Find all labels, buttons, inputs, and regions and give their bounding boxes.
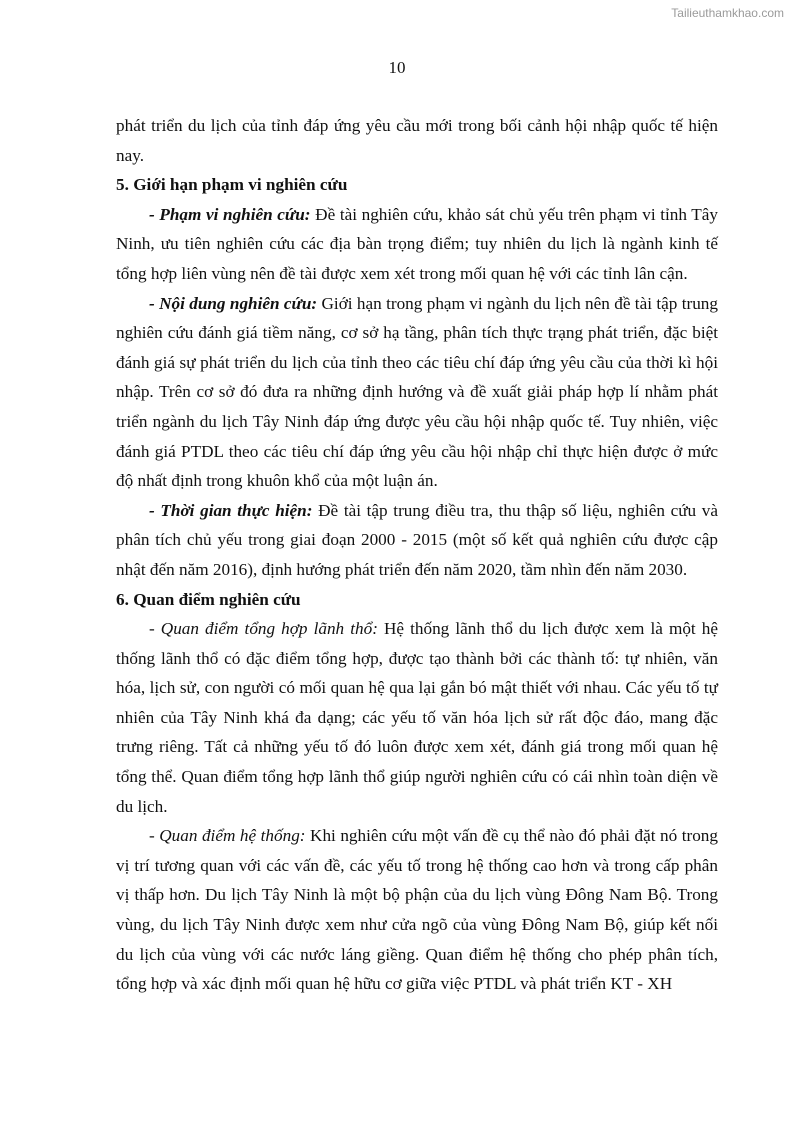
scope-paragraph xyxy=(116,200,718,289)
section-6-heading: 6. Quan điểm nghiên cứu xyxy=(116,589,301,609)
document-body xyxy=(116,111,718,999)
page-number: 10 xyxy=(388,58,406,77)
territorial-text: Hệ thống lãnh thổ du lịch được xem là một hệ thống lãnh thổ có đặc điểm tổng hợp, được tạo thành bởi các thành tố: tự nhiên, văn hóa, lịch sử, con người có mối quan hệ qua lại gắn bó mật thiết với nhau. Các yếu tố tự nhiên của Tây Ninh khá đa dạng; các yếu tố văn hóa lịch sử rất độc đáo, mang đặc trưng riêng. Tất cả những yếu tố đó luôn được xem xét, đánh giá trong mối quan hệ tổng thể. Quan điểm tổng hợp lãnh thổ giúp người nghiên cứu có cái nhìn toàn diện về du lịch. xyxy=(116,619,718,816)
intro-paragraph: phát triển du lịch của tỉnh đáp ứng yêu cầu mới trong bối cảnh hội nhập quốc tế hiện nay. xyxy=(116,116,718,165)
scope-label: - Phạm vi nghiên cứu: xyxy=(149,204,311,224)
section-5-heading: 5. Giới hạn phạm vi nghiên cứu xyxy=(116,175,348,195)
system-text: Khi nghiên cứu một vấn đề cụ thể nào đó phải đặt nó trong vị trí tương quan với các vấn đề, các yếu tố trong hệ thống cao hơn và trong cấp phân vị thấp hơn. Du lịch Tây Ninh là một bộ phận của du lịch vùng Đông Nam Bộ. Trong vùng, du lịch Tây Ninh được xem như cửa ngõ của vùng Đông Nam Bộ, giúp kết nối du lịch của vùng với các nước láng giềng. Quan điểm hệ thống cho phép phân tích, tổng hợp và xác định mối quan hệ hữu cơ giữa việc PTDL và phát triển KT - XH xyxy=(116,826,718,994)
system-paragraph xyxy=(116,821,718,999)
content-paragraph xyxy=(116,289,718,496)
time-label: - Thời gian thực hiện: xyxy=(149,500,313,520)
system-label: - Quan điểm hệ thống: xyxy=(149,826,306,846)
time-text: Đề tài tập trung điều tra, thu thập số liệu, nghiên cứu và phân tích chủ yếu trong giai đoạn 2000 - 2015 (một số kết quả nghiên cứu được cập nhật đến năm 2016), định hướng phát triển đến năm 2020, tầm nhìn đến năm 2030. xyxy=(116,500,718,579)
content-text: Giới hạn trong phạm vi ngành du lịch nên đề tài tập trung nghiên cứu đánh giá tiềm năng, cơ sở hạ tầng, phân tích thực trạng phát triển, đặc biệt đánh giá sự phát triển du lịch của tỉnh theo các tiêu chí đáp ứng yêu cầu của thời kì hội nhập. Trên cơ sở đó đưa ra những định hướng và đề xuất giải pháp hợp lí nhằm phát triển ngành du lịch Tây Ninh đáp ứng được yêu cầu hội nhập quốc tế. Tuy nhiên, việc đánh giá PTDL theo các tiêu chí đáp ứng yêu cầu hội nhập chỉ thực hiện được ở mức độ nhất định trong khuôn khổ của một luận án. xyxy=(116,293,718,491)
content-label: - Nội dung nghiên cứu: xyxy=(149,293,318,313)
watermark-text: Tailieuthamkhao.com xyxy=(671,6,784,20)
territorial-paragraph xyxy=(116,614,718,821)
scope-text: Đề tài nghiên cứu, khảo sát chủ yếu trên phạm vi tỉnh Tây Ninh, ưu tiên nghiên cứu các địa bàn trọng điểm; tuy nhiên du lịch là ngành kinh tế tổng hợp liên vùng nên đề tài được xem xét trong mối quan hệ với các tỉnh lân cận. xyxy=(116,204,719,283)
territorial-label: - Quan điểm tổng hợp lãnh thổ: xyxy=(149,619,378,639)
time-paragraph xyxy=(116,496,718,585)
